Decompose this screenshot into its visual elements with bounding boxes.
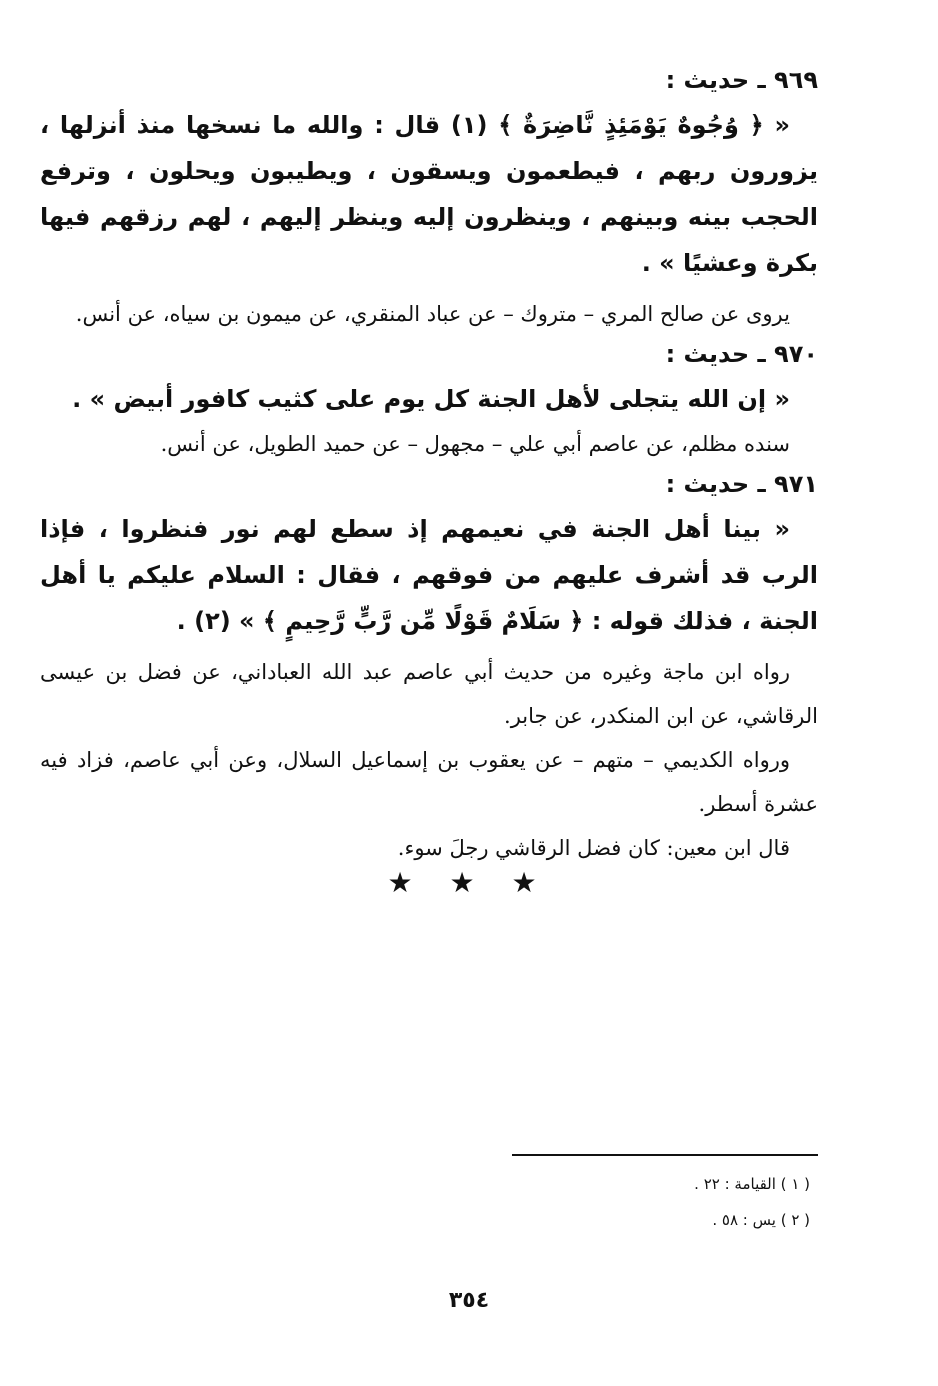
page-body [40,62,818,870]
commentary-paragraph: قال ابن معين: كان فضل الرقاشي رجلَ سوء. [397,836,790,860]
hadith-entry-971 [40,466,818,870]
footnote-divider [512,1154,818,1156]
commentary-paragraph: رواه ابن ماجة وغيره من حديث أبي عاصم عبد الله العباداني، عن فضل بن عيسى الرقاشي، عن ابن المنكدر، عن جابر. [40,660,818,728]
hadith-text: « بينا أهل الجنة في نعيمهم إذ سطع لهم نور فنظروا ، فإذا الرب قد أشرف عليهم من فوقهم ، فقال : السلام عليكم يا أهل الجنة ، فذلك قوله : ﴿ سَلَامٌ قَوْلًا مِّن رَّبٍّ رَّحِيمٍ ﴾ » (٢) . [40,515,818,635]
hadith-heading: ٩٦٩ ـ حديث : [665,66,818,94]
footnotes [500,1166,810,1238]
page-number: ٣٥٤ [448,1288,490,1313]
hadith-heading: ٩٧٠ ـ حديث : [665,340,818,368]
hadith-text: « ﴿ وُجُوهٌ يَوْمَئِذٍ نَّاضِرَةٌ ﴾ (١) قال : والله ما نسخها منذ أنزلها ، يزورون ربهم ، فيطعمون ويسقون ، ويطيبون ويحلون ، وترفع الحجب بينه وبينهم ، وينظرون إليه وينظر إليهم ، لهم رزقهم فيها بكرة وعشيًا » . [40,111,818,277]
commentary-paragraph: سنده مظلم، عن عاصم أبي علي – مجهول – عن حميد الطويل، عن أنس. [160,432,790,456]
footnote-2: ( ٢ ) يس : ٥٨ . [712,1211,810,1229]
hadith-text: « إن الله يتجلى لأهل الجنة كل يوم على كثيب كافور أبيض » . [72,385,790,413]
footnote-1: ( ١ ) القيامة : ٢٢ . [694,1175,810,1193]
hadith-entry-970 [40,336,818,466]
commentary-paragraph: ورواه الكديمي – متهم – عن يعقوب بن إسماعيل السلال، وعن أبي عاصم، فزاد فيه عشرة أسطر. [40,748,818,816]
commentary-paragraph: يروى عن صالح المري – متروك – عن عباد المنقري، عن ميمون بن سياه، عن أنس. [75,302,790,326]
hadith-entry-969 [40,62,818,336]
hadith-heading: ٩٧١ ـ حديث : [665,470,818,498]
section-separator-stars: ★ ★ ★ [387,866,551,899]
